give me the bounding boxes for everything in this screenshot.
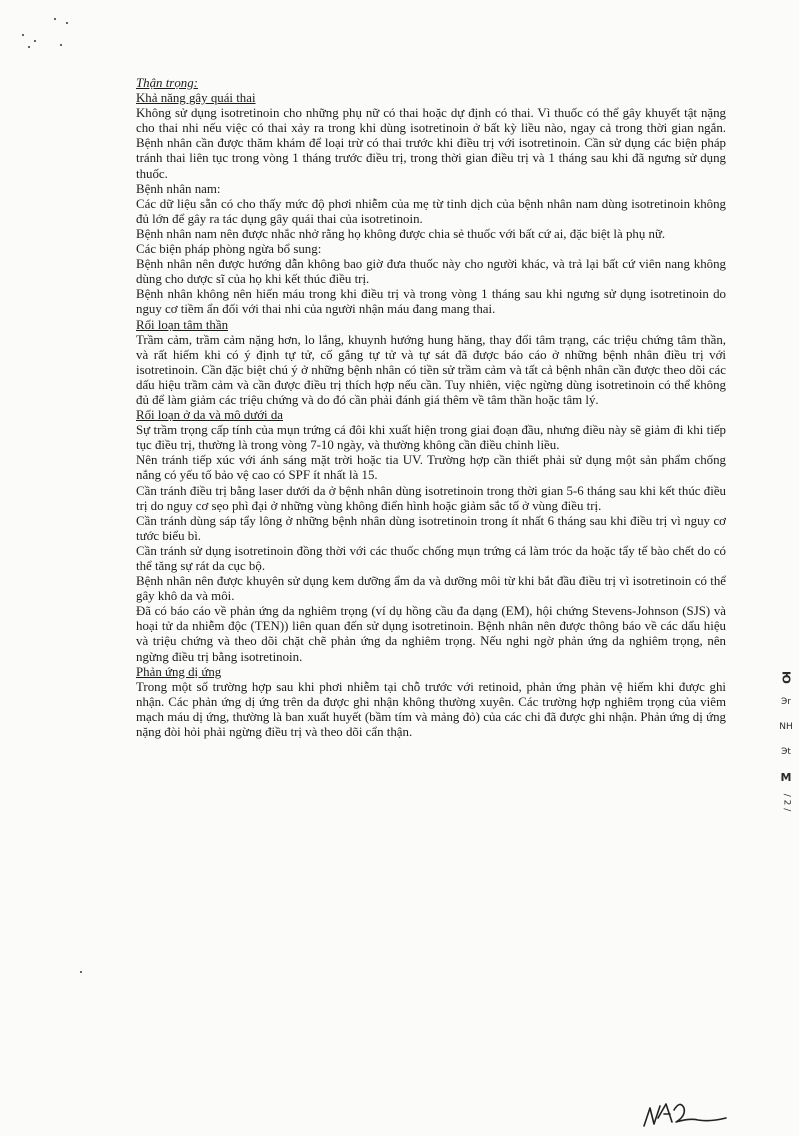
paragraph: Sự trầm trọng cấp tính của mụn trứng cá đôi khi xuất hiện trong giai đoạn đầu, nhưng điều này sẽ giảm đi khi tiếp tục điều trị, thường là trong vòng 7-10 ngày, và thường không cần điều chỉnh liều. — [136, 423, 726, 453]
scan-speck — [28, 46, 30, 48]
margin-mark: / 2 / — [781, 793, 792, 812]
paragraph: Các dữ liệu sẵn có cho thấy mức độ phơi nhiễm của mẹ từ tinh dịch của bệnh nhân nam dùng isotretinoin không đủ lớn để gây ra tác dụng gây quái thai của isotretinoin. — [136, 196, 726, 226]
document-body — [136, 76, 726, 740]
scan-speck — [34, 40, 36, 42]
scan-speck — [80, 971, 82, 973]
paragraph: Bệnh nhân không nên hiến máu trong khi điều trị và trong vòng 1 tháng sau khi ngưng sử dụng isotretinoin do nguy cơ tiềm ẩn đối với thai nhi của người nhận máu đang mang thai. — [136, 287, 726, 317]
margin-mark: Эt — [781, 747, 791, 757]
paragraph: Cần tránh điều trị bằng laser dưới da ở bệnh nhân dùng isotretinoin trong thời gian 5-6 tháng sau khi kết thúc điều trị do nguy cơ sẹo phì đại ở những vùng không điển hình hoặc giảm sắc tố ở vùng điều trị. — [136, 483, 726, 513]
paragraph: Trầm cảm, trầm cảm nặng hơn, lo lắng, khuynh hướng hung hăng, thay đổi tâm trạng, các triệu chứng tâm thần, và rất hiếm khi có ý định tự tử, cố gắng tự tử và tự sát đã được báo cáo ở những bệnh nhân điều trị với isotretinoin. Cần đặc biệt chú ý ở những bệnh nhân có tiền sử trầm cảm và tất cả bệnh nhân cần được theo dõi các dấu hiệu trầm cảm và cần được điều trị thích hợp nếu cần. Tuy nhiên, việc ngừng dùng isotretinoin có thể không đủ để làm giảm các triệu chứng và do đó cần phải đánh giá thêm về tâm thần hoặc tâm lý. — [136, 332, 726, 407]
margin-mark: M — [780, 771, 792, 784]
scan-speck — [66, 22, 68, 24]
scan-speck — [54, 18, 56, 20]
paragraph: Nên tránh tiếp xúc với ánh sáng mặt trời hoặc tia UV. Trường hợp cần thiết phải sử dụng một sản phẩm chống nắng có yếu tố bảo vệ cao có SPF ít nhất là 15. — [136, 453, 726, 483]
margin-stamp-marks — [776, 672, 796, 822]
paragraph: Cần tránh sử dụng isotretinoin đồng thời với các thuốc chống mụn trứng cá làm tróc da hoặc tẩy tế bào chết do có thể tăng sự rát da cục bộ. — [136, 543, 726, 573]
paragraph: Bệnh nhân nam nên được nhắc nhở rằng họ không được chia sẻ thuốc với bất cứ ai, đặc biệt là phụ nữ. — [136, 226, 666, 241]
paragraph: Đã có báo cáo về phản ứng da nghiêm trọng (ví dụ hồng cầu đa dạng (EM), hội chứng Stevens-Johnson (SJS) và hoại tử da nhiễm độc (TEN)) liên quan đến sử dụng isotretinoin. Bệnh nhân nên được thông báo về các dấu hiệu và triệu chứng và theo dõi chặt chẽ phản ứng da nghiêm trọng. Nếu nghi ngờ phản ứng da nghiêm trọng, nên ngừng điều trị bằng isotretinoin. — [136, 604, 726, 664]
section-title: Rối loạn ở da và mô dưới da — [136, 408, 283, 423]
main-heading: Thận trọng: — [136, 76, 198, 90]
paragraph: Cần tránh dùng sáp tẩy lông ở những bệnh nhân dùng isotretinoin trong ít nhất 6 tháng sau khi điều trị vì nguy cơ tước biểu bì. — [136, 513, 726, 543]
section-title: Khả năng gây quái thai — [136, 91, 256, 106]
margin-mark: Эr — [781, 697, 791, 707]
margin-mark: Ю — [779, 671, 793, 684]
handwritten-signature — [640, 1096, 730, 1132]
paragraph: Trong một số trường hợp sau khi phơi nhiễm tại chỗ trước với retinoid, phản ứng phản vệ hiếm khi được ghi nhận. Các phản ứng dị ứng trên da được ghi nhận không thường xuyên. Các trường hợp nghiêm trọng của viêm mạch máu dị ứng, thường là ban xuất huyết (bầm tím và mảng đỏ) của các chi đã được ghi nhận. Phản ứng dị ứng nặng đòi hỏi phải ngừng điều trị và theo dõi cẩn thận. — [136, 679, 726, 740]
paragraph: Bệnh nhân nên được khuyên sử dụng kem dưỡng ẩm da và dưỡng môi từ khi bắt đầu điều trị vì isotretinoin có thể gây khô da và môi. — [136, 574, 726, 604]
section-title: Phản ứng dị ứng — [136, 664, 222, 679]
scan-speck — [22, 34, 24, 36]
scan-speck — [60, 44, 62, 46]
paragraph: Bệnh nhân nam: — [136, 181, 221, 196]
section-title: Rối loạn tâm thần — [136, 317, 229, 332]
paragraph: Các biện pháp phòng ngừa bổ sung: — [136, 242, 322, 257]
paragraph: Không sử dụng isotretinoin cho những phụ nữ có thai hoặc dự định có thai. Vì thuốc có thể gây khuyết tật nặng cho thai nhi nếu việc có thai xảy ra trong khi dùng isotretinoin ở bất kỳ liều nào, ngay cả trong thời gian ngắn. Bệnh nhân cần được thăm khám để loại trừ có thai trước khi điều trị với isotretinoin. Cần sử dụng các biện pháp tránh thai liên tục trong vòng 1 tháng trước điều trị, trong thời gian điều trị và 1 tháng sau khi đã ngưng sử dụng thuốc. — [136, 106, 726, 181]
paragraph: Bệnh nhân nên được hướng dẫn không bao giờ đưa thuốc này cho người khác, và trả lại bất cứ viên nang không dùng cho dược sĩ của họ khi kết thúc điều trị. — [136, 257, 726, 287]
margin-mark: NH — [779, 722, 793, 732]
